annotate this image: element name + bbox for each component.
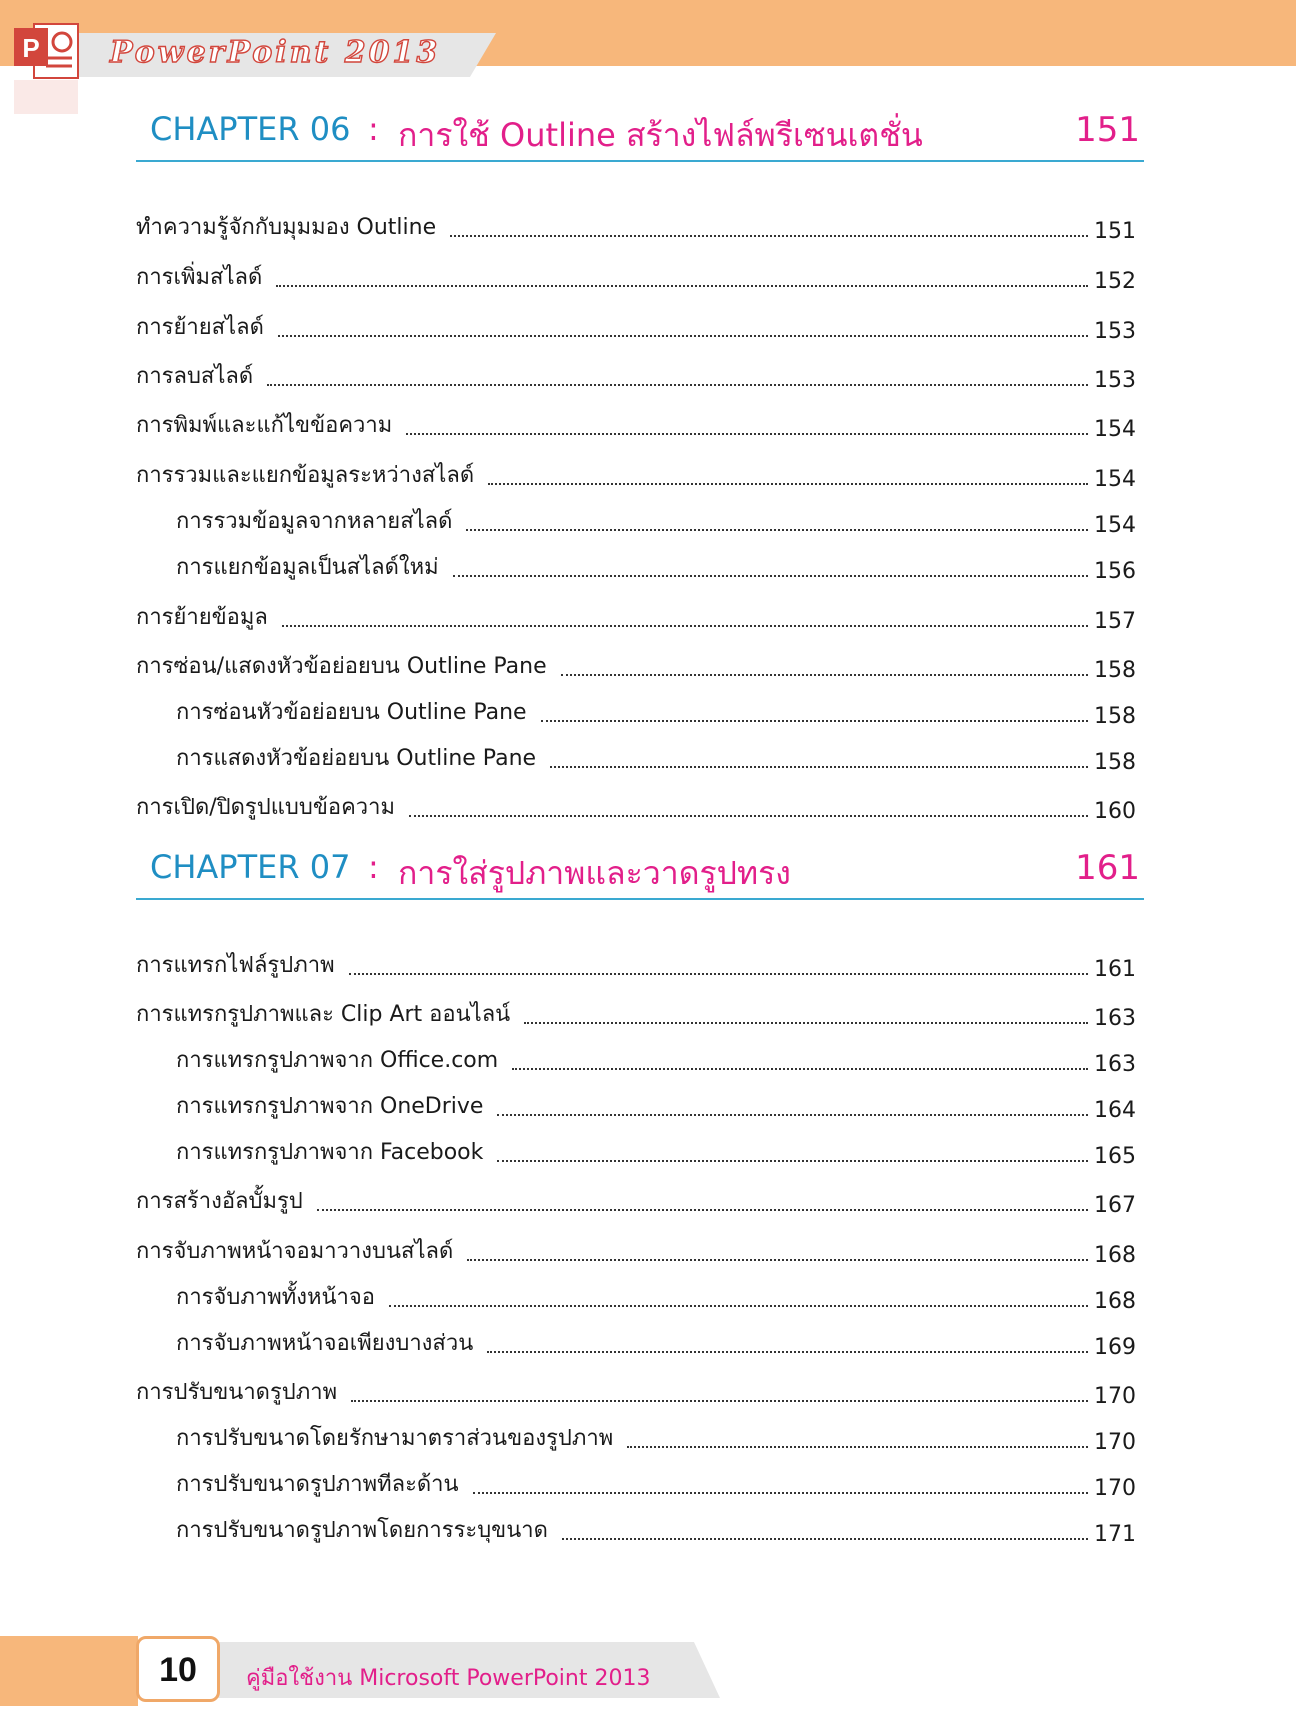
toc-subentry[interactable] — [176, 1043, 1136, 1077]
page-number: 10 — [159, 1651, 197, 1689]
toc-entry-label: การรวมข้อมูลจากหลายสไลด์ — [176, 509, 453, 534]
page-number-box — [136, 1636, 220, 1702]
toc-subentry[interactable] — [176, 1280, 1136, 1314]
chapter-separator: : — [368, 848, 379, 886]
toc-entry-label: การย้ายข้อมูล — [136, 605, 268, 630]
toc-entry[interactable] — [136, 310, 1136, 344]
powerpoint-logo-icon — [12, 14, 82, 114]
dot-leader — [467, 1259, 1088, 1261]
toc-entry-label: การสร้างอัลบั้มรูป — [136, 1189, 303, 1214]
toc-entry-label: การแทรกไฟล์รูปภาพ — [136, 953, 335, 978]
toc-entry-label: การแสดงหัวข้อย่อยบน Outline Pane — [176, 746, 537, 771]
toc-entry-page: 171 — [1094, 1522, 1136, 1547]
toc-entry[interactable] — [136, 1234, 1136, 1268]
chapter-label: CHAPTER 06 — [150, 110, 351, 148]
toc-entry[interactable] — [136, 210, 1136, 244]
toc-entry-label: การจับภาพหน้าจอเพียงบางส่วน — [176, 1331, 474, 1356]
dot-leader — [406, 433, 1088, 435]
toc-entry-page: 163 — [1094, 1052, 1136, 1077]
toc-entry-page: 170 — [1094, 1476, 1136, 1501]
toc-entry[interactable] — [136, 408, 1136, 442]
toc-entry-page: 168 — [1094, 1243, 1136, 1268]
toc-entry-page: 161 — [1094, 957, 1136, 982]
chapter-title: การใส่รูปภาพและวาดรูปทรง — [398, 854, 791, 892]
toc-entry[interactable] — [136, 649, 1136, 683]
toc-entry-page: 158 — [1094, 658, 1136, 683]
toc-entry-page: 160 — [1094, 799, 1136, 824]
dot-leader — [450, 235, 1088, 237]
toc-entry-label: การแทรกรูปภาพจาก OneDrive — [176, 1094, 484, 1119]
toc-entry-label: ทำความรู้จักกับมุมมอง Outline — [136, 215, 437, 240]
toc-entry-page: 154 — [1094, 513, 1136, 538]
chapter-page: 151 — [1075, 110, 1140, 150]
toc-entry-label: การพิมพ์และแก้ไขข้อความ — [136, 413, 393, 438]
toc-entry-page: 153 — [1094, 319, 1136, 344]
toc-subentry[interactable] — [176, 1089, 1136, 1123]
toc-entry-page: 168 — [1094, 1289, 1136, 1314]
dot-leader — [267, 384, 1088, 386]
dot-leader — [473, 1492, 1088, 1494]
toc-entry-page: 157 — [1094, 609, 1136, 634]
dot-leader — [541, 720, 1088, 722]
dot-leader — [282, 625, 1088, 627]
toc-subentry[interactable] — [176, 1467, 1136, 1501]
toc-entry-label: การจับภาพทั้งหน้าจอ — [176, 1285, 375, 1310]
dot-leader — [561, 674, 1088, 676]
toc-entry-label: การแทรกรูปภาพจาก Office.com — [176, 1048, 499, 1073]
toc-entry[interactable] — [136, 359, 1136, 393]
toc-entry[interactable] — [136, 997, 1136, 1031]
toc-entry-label: การแยกข้อมูลเป็นสไลด์ใหม่ — [176, 555, 439, 580]
dot-leader — [524, 1022, 1088, 1024]
toc-entry-label: การจับภาพหน้าจอมาวางบนสไลด์ — [136, 1239, 454, 1264]
toc-entry-label: การเปิด/ปิดรูปแบบข้อความ — [136, 795, 395, 820]
toc-entry-page: 167 — [1094, 1193, 1136, 1218]
toc-entry-page: 153 — [1094, 368, 1136, 393]
footer-band — [0, 1636, 138, 1706]
toc-entry-label: การปรับขนาดรูปภาพโดยการระบุขนาด — [176, 1518, 548, 1543]
toc-entry-label: การแทรกรูปภาพและ Clip Art ออนไลน์ — [136, 1002, 511, 1027]
dot-leader — [466, 529, 1088, 531]
toc-entry-page: 154 — [1094, 417, 1136, 442]
dot-leader — [409, 815, 1088, 817]
toc-entry-label: การย้ายสไลด์ — [136, 315, 264, 340]
dot-leader — [349, 973, 1088, 975]
toc-entry-label: การลบสไลด์ — [136, 364, 254, 389]
chapter-title: การใช้ Outline สร้างไฟล์พรีเซนเตชั่น — [398, 116, 923, 154]
toc-entry[interactable] — [136, 600, 1136, 634]
chapter-heading — [136, 846, 1144, 900]
toc-entry-page: 169 — [1094, 1335, 1136, 1360]
toc-entry-page: 158 — [1094, 704, 1136, 729]
toc-entry-page: 163 — [1094, 1006, 1136, 1031]
toc-entry[interactable] — [136, 790, 1136, 824]
dot-leader — [317, 1209, 1088, 1211]
toc-subentry[interactable] — [176, 1326, 1136, 1360]
header-title: PowerPoint 2013 — [110, 35, 441, 70]
dot-leader — [497, 1114, 1088, 1116]
toc-entry-page: 164 — [1094, 1098, 1136, 1123]
dot-leader — [487, 1351, 1088, 1353]
toc-entry-page: 156 — [1094, 559, 1136, 584]
toc-subentry[interactable] — [176, 1135, 1136, 1169]
toc-entry-page: 170 — [1094, 1384, 1136, 1409]
toc-subentry[interactable] — [176, 504, 1136, 538]
toc-entry-page: 154 — [1094, 467, 1136, 492]
chapter-heading — [136, 108, 1144, 162]
toc-entry-page: 152 — [1094, 269, 1136, 294]
toc-subentry[interactable] — [176, 550, 1136, 584]
dot-leader — [389, 1305, 1088, 1307]
dot-leader — [512, 1068, 1088, 1070]
toc-entry[interactable] — [136, 458, 1136, 492]
toc-entry[interactable] — [136, 260, 1136, 294]
toc-entry-label: การเพิ่มสไลด์ — [136, 265, 263, 290]
dot-leader — [488, 483, 1088, 485]
svg-text:P: P — [22, 33, 40, 63]
chapter-separator: : — [368, 110, 379, 148]
toc-subentry[interactable] — [176, 1513, 1136, 1547]
toc-entry-page: 165 — [1094, 1144, 1136, 1169]
dot-leader — [562, 1538, 1088, 1540]
toc-entry[interactable] — [136, 948, 1136, 982]
dot-leader — [453, 575, 1088, 577]
toc-entry-label: การซ่อนหัวข้อย่อยบน Outline Pane — [176, 700, 527, 725]
dot-leader — [278, 335, 1088, 337]
footer-book-title: คู่มือใช้งาน Microsoft PowerPoint 2013 — [246, 1666, 651, 1691]
dot-leader — [497, 1160, 1088, 1162]
chapter-page: 161 — [1075, 848, 1140, 888]
dot-leader — [351, 1400, 1088, 1402]
toc-entry-label: การปรับขนาดรูปภาพ — [136, 1380, 338, 1405]
toc-entry[interactable] — [136, 1184, 1136, 1218]
toc-entry-page: 158 — [1094, 750, 1136, 775]
dot-leader — [627, 1446, 1088, 1448]
toc-entry-label: การปรับขนาดโดยรักษามาตราส่วนของรูปภาพ — [176, 1426, 614, 1451]
toc-subentry[interactable] — [176, 741, 1136, 775]
dot-leader — [276, 285, 1088, 287]
toc-entry-page: 151 — [1094, 219, 1136, 244]
toc-entry-label: การซ่อน/แสดงหัวข้อย่อยบน Outline Pane — [136, 654, 547, 679]
dot-leader — [550, 766, 1088, 768]
chapter-label: CHAPTER 07 — [150, 848, 351, 886]
toc-entry-page: 170 — [1094, 1430, 1136, 1455]
toc-subentry[interactable] — [176, 1421, 1136, 1455]
toc-entry-label: การแทรกรูปภาพจาก Facebook — [176, 1140, 484, 1165]
toc-entry-label: การรวมและแยกข้อมูลระหว่างสไลด์ — [136, 463, 475, 488]
toc-entry[interactable] — [136, 1375, 1136, 1409]
toc-entry-label: การปรับขนาดรูปภาพทีละด้าน — [176, 1472, 459, 1497]
toc-subentry[interactable] — [176, 695, 1136, 729]
